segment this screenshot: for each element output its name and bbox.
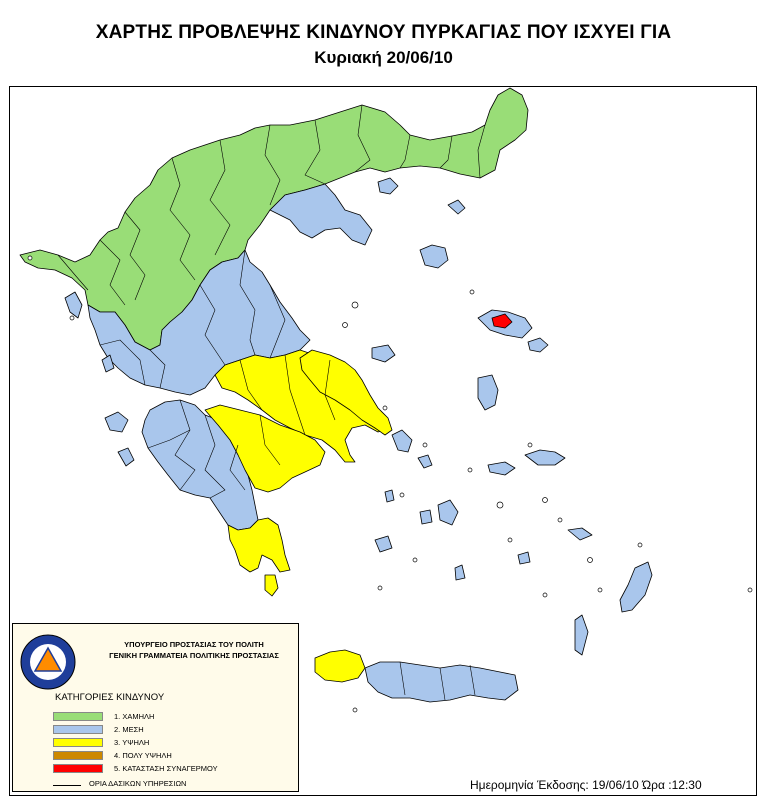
- island-kefalonia-medium: [105, 412, 128, 432]
- legend-swatch-low: [53, 712, 103, 721]
- island-santorini-medium: [455, 565, 465, 580]
- island-kythira-high: [265, 575, 278, 596]
- issue-date: Ημερομηνία Έκδοσης: 19/06/10 Ώρα :12:30: [470, 778, 702, 792]
- map-title: ΧΑΡΤΗΣ ΠΡΟΒΛΕΨΗΣ ΚΙΝΔΥΝΟΥ ΠΥΡΚΑΓΙΑΣ ΠΟΥ ΙΣΧΥΕΙ ΓΙΑ: [95, 22, 672, 43]
- legend-swatch-very-high: [53, 751, 103, 760]
- island-skyros-medium: [372, 345, 395, 362]
- boundary-line-sample: [53, 785, 81, 786]
- map-date: Κυριακή 20/06/10: [314, 48, 453, 67]
- island-thasos-medium: [378, 178, 398, 194]
- island-lesvos-detail: [528, 338, 548, 352]
- legend-item-low: [53, 712, 293, 723]
- island-karpathos-medium: [575, 615, 588, 655]
- boundary-line-label: ΟΡΙΑ ΔΑΣΙΚΩΝ ΥΠΗΡΕΣΙΩΝ: [89, 779, 187, 788]
- legend-label-medium: 2. ΜΕΣΗ: [114, 725, 144, 734]
- legend-item-very-high: [53, 751, 293, 762]
- ministry-line-2: ΓΕΝΙΚΗ ΓΡΑΜΜΑΤΕΙΑ ΠΟΛΙΤΙΚΗΣ ΠΡΟΣΤΑΣΙΑΣ: [109, 651, 279, 660]
- island-paros-medium: [420, 510, 432, 524]
- island-astypalea-medium: [518, 552, 530, 564]
- legend-panel: [12, 623, 299, 792]
- island-samos-medium: [525, 450, 565, 465]
- island-crete-east-medium: [365, 662, 518, 702]
- categories-title: ΚΑΤΗΓΟΡΙΕΣ ΚΙΝΔΥΝΟΥ: [55, 692, 165, 703]
- legend-label-high: 3. ΥΨΗΛΗ: [114, 738, 150, 747]
- island-kythnos-medium: [385, 490, 394, 502]
- island-andros-medium: [392, 430, 412, 452]
- legend-label-alert: 5. ΚΑΤΑΣΤΑΣΗ ΣΥΝΑΓΕΡΜΟΥ: [114, 764, 218, 773]
- legend-item-high: [53, 738, 293, 749]
- island-tinos-medium: [418, 455, 432, 468]
- island-milos-medium: [375, 536, 392, 552]
- island-crete-west-high: [315, 650, 365, 682]
- island-chios-medium: [478, 375, 498, 410]
- legend-swatch-medium: [53, 725, 103, 734]
- legend-label-low: 1. ΧΑΜΗΛΗ: [114, 712, 155, 721]
- island-zakynthos-medium: [118, 448, 134, 466]
- island-limnos-medium: [420, 245, 448, 268]
- island-corfu-medium: [65, 292, 82, 318]
- island-rhodes-medium: [620, 562, 652, 612]
- island-ikaria-medium: [488, 462, 515, 475]
- civil-protection-logo: [19, 633, 77, 691]
- ministry-line-1: ΥΠΟΥΡΓΕΙΟ ΠΡΟΣΤΑΣΙΑΣ ΤΟΥ ΠΟΛΙΤΗ: [124, 640, 264, 649]
- ministry-heading: [89, 639, 299, 661]
- island-kos-medium: [568, 528, 592, 540]
- legend-swatch-high: [53, 738, 103, 747]
- island-naxos-medium: [438, 500, 458, 525]
- legend-item-alert: [53, 764, 293, 775]
- legend-label-very-high: 4. ΠΟΛΥ ΥΨΗΛΗ: [114, 751, 172, 760]
- legend-item-medium: [53, 725, 293, 736]
- legend-swatch-alert: [53, 764, 103, 773]
- island-samothrace-medium: [448, 200, 465, 214]
